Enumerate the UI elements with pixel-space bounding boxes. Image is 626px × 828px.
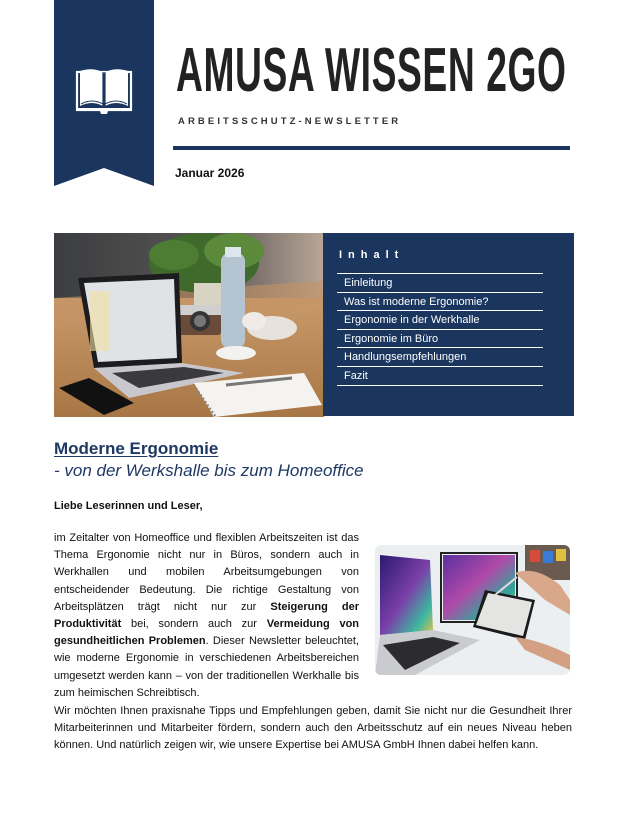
open-book-icon: [75, 66, 133, 116]
toc-item-buero[interactable]: Ergonomie im Büro: [337, 330, 543, 349]
intro-paragraph: [54, 530, 359, 702]
newsletter-subtitle: ARBEITSSCHUTZ-NEWSLETTER: [178, 116, 402, 127]
toc-title: Inhalt: [339, 249, 405, 261]
article-heading: Moderne Ergonomie: [54, 439, 219, 458]
issue-date: Januar 2026: [175, 166, 245, 180]
desk-photo-illustration: [54, 233, 324, 417]
tablet-work-image: [375, 545, 570, 675]
header-divider: [173, 146, 570, 150]
newsletter-title: AMUSA WISSEN 2GO: [176, 36, 567, 105]
newsletter-title-wrap: [176, 36, 567, 105]
toc-list: [337, 273, 543, 386]
greeting: Liebe Leserinnen und Leser,: [54, 500, 203, 512]
toc-item-handlungsempfehlungen[interactable]: Handlungsempfehlungen: [337, 348, 543, 367]
article-subheading: - von der Werkshalle bis zum Homeoffice: [54, 461, 364, 480]
intro-text-1: im Zeitalter von Homeoffice und flexiblen Arbeitszeiten ist das Thema Ergonomie nicht nur in Büros, sondern auch in Werkhallen und mobilen Arbeitsumgebungen von entscheidender Bedeutung. Die richtige Gestaltung von Arbeitsplätzen trägt nicht nur zur: [54, 532, 359, 613]
toc-item-moderne-ergonomie[interactable]: Was ist moderne Ergonomie?: [337, 293, 543, 312]
tablet-photo-illustration: [375, 545, 570, 675]
intro-text-3: . Dieser Newsletter beleuchtet, wie moderne Ergonomie in verschiedenen Arbeitsbereichen umgesetzt werden kann – von der traditionellen Werkhalle bis zum heimischen Schreibtisch.: [54, 635, 359, 699]
intro-text-2: bei, sondern auch zur: [121, 618, 267, 631]
hero-image: [54, 233, 324, 417]
table-of-contents: [323, 233, 574, 416]
closing-paragraph: Wir möchten Ihnen praxisnahe Tipps und Empfehlungen geben, damit Sie nicht nur die Gesundheit Ihrer Mitarbeiterinnen und Mitarbeiter fördern, sondern auch den Arbeitsschutz auf ein neues Niveau heben können. Und natürlich zeigen wir, wie unsere Expertise bei AMUSA GmbH Ihnen dabei helfen kann.: [54, 705, 572, 752]
toc-item-einleitung[interactable]: Einleitung: [337, 274, 543, 293]
toc-item-fazit[interactable]: Fazit: [337, 367, 543, 386]
intro-bold-health: Vermeidung von gesundheitlichen Problemen: [54, 618, 360, 648]
intro-bold-productivity: Steigerung der Produktivität: [54, 600, 359, 631]
toc-item-werkhalle[interactable]: Ergonomie in der Werkhalle: [337, 311, 543, 330]
